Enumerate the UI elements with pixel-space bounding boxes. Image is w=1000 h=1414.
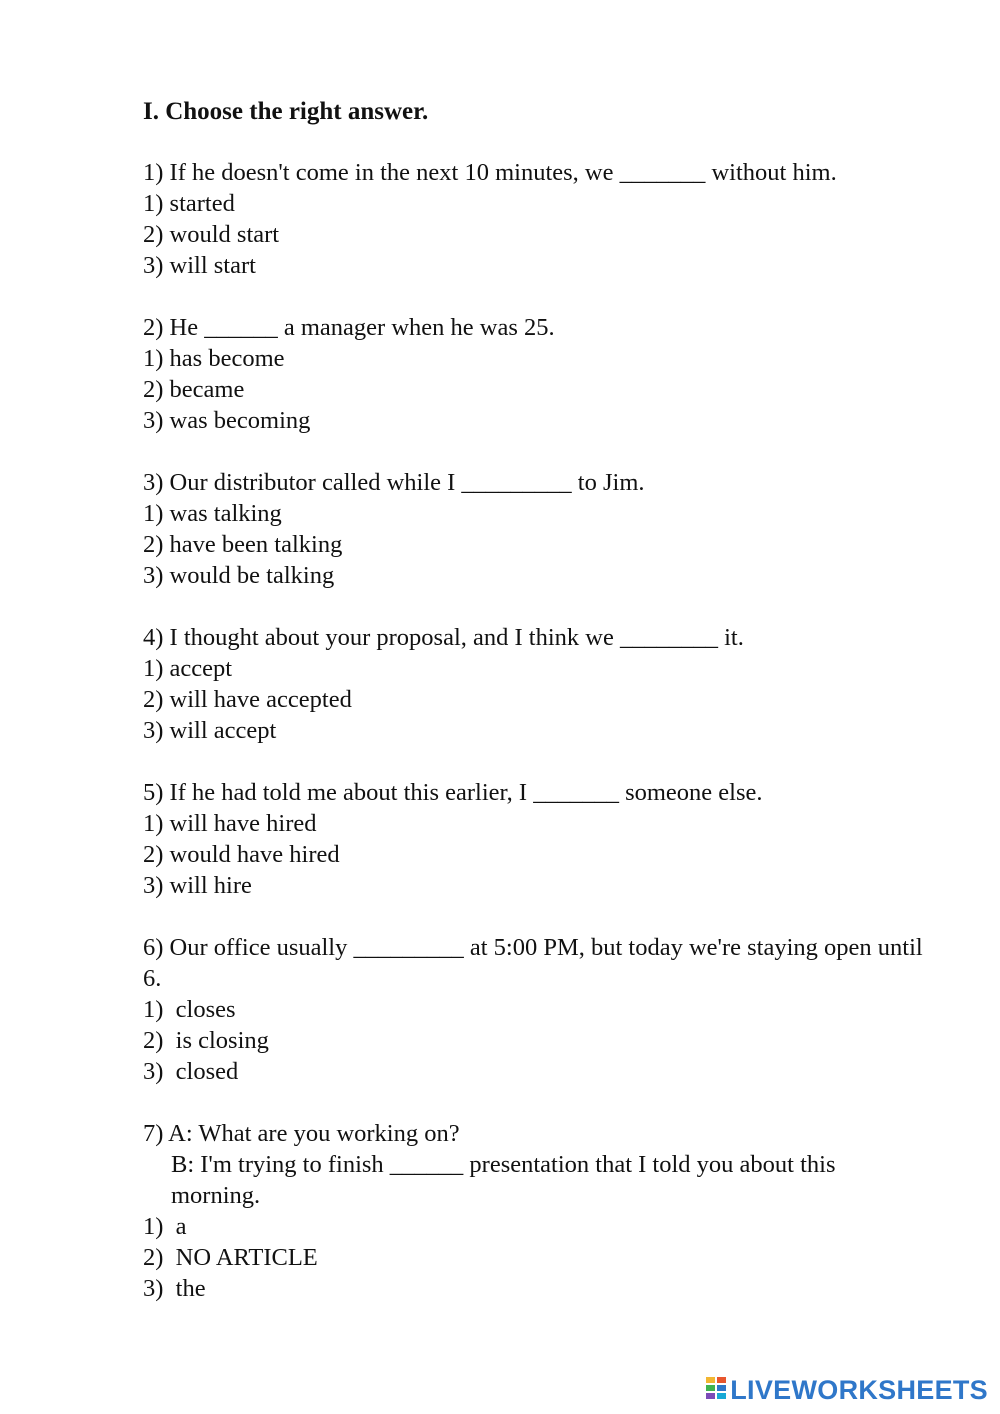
question-text: 5) If he had told me about this earlier, I _______ someone else. — [143, 779, 763, 806]
answer-options — [143, 343, 923, 436]
answer-option[interactable]: 1) started — [143, 190, 235, 217]
answer-option[interactable]: 3) would be talking — [143, 562, 335, 589]
answer-option[interactable]: 2) will have accepted — [143, 686, 352, 713]
answer-options — [143, 653, 923, 746]
answer-option[interactable]: 3) the — [143, 1275, 206, 1302]
answer-option[interactable]: 2) would have hired — [143, 841, 340, 868]
question-block — [143, 312, 923, 436]
question-block — [143, 157, 923, 281]
answer-options — [143, 188, 923, 281]
answer-option[interactable]: 1) has become — [143, 345, 285, 372]
answer-option[interactable]: 1) was talking — [143, 500, 282, 527]
answer-option[interactable]: 3) closed — [143, 1058, 239, 1085]
answer-option[interactable]: 1) a — [143, 1213, 187, 1240]
question-block — [143, 1118, 923, 1304]
answer-options — [143, 994, 923, 1087]
liveworksheets-logo-icon — [706, 1377, 726, 1403]
question-list — [143, 157, 929, 1304]
answer-option[interactable]: 3) will hire — [143, 872, 252, 899]
answer-option[interactable]: 3) will accept — [143, 717, 277, 744]
question-block — [143, 622, 923, 746]
answer-option[interactable]: 1) closes — [143, 996, 236, 1023]
liveworksheets-logo — [706, 1370, 988, 1410]
answer-option[interactable]: 3) will start — [143, 252, 256, 279]
answer-option[interactable]: 2) NO ARTICLE — [143, 1244, 318, 1271]
answer-options — [143, 498, 923, 591]
question-block — [143, 777, 923, 901]
question-text: 2) He ______ a manager when he was 25. — [143, 314, 555, 341]
section-heading: I. Choose the right answer. — [143, 98, 429, 125]
logo-text: LIVEWORKSHEETS — [730, 1374, 988, 1405]
answer-option[interactable]: 2) became — [143, 376, 245, 403]
answer-option[interactable]: 2) is closing — [143, 1027, 269, 1054]
answer-option[interactable]: 2) would start — [143, 221, 280, 248]
worksheet — [143, 96, 929, 1335]
answer-option[interactable]: 3) was becoming — [143, 407, 311, 434]
question-text: 3) Our distributor called while I _________ to Jim. — [143, 469, 645, 496]
answer-option[interactable]: 2) have been talking — [143, 531, 343, 558]
question-block — [143, 467, 923, 591]
question-text: B: I'm trying to finish ______ presentation that I told you about this morning. — [171, 1151, 842, 1209]
question-text: 7) A: What are you working on? — [143, 1120, 460, 1147]
answer-options — [143, 1211, 923, 1304]
question-text: 6) Our office usually _________ at 5:00 PM, but today we're staying open until 6. — [143, 934, 929, 992]
question-block — [143, 932, 929, 1087]
answer-option[interactable]: 1) will have hired — [143, 810, 317, 837]
answer-options — [143, 808, 923, 901]
question-text: 1) If he doesn't come in the next 10 minutes, we _______ without him. — [143, 159, 837, 186]
answer-option[interactable]: 1) accept — [143, 655, 233, 682]
question-text: 4) I thought about your proposal, and I think we ________ it. — [143, 624, 744, 651]
